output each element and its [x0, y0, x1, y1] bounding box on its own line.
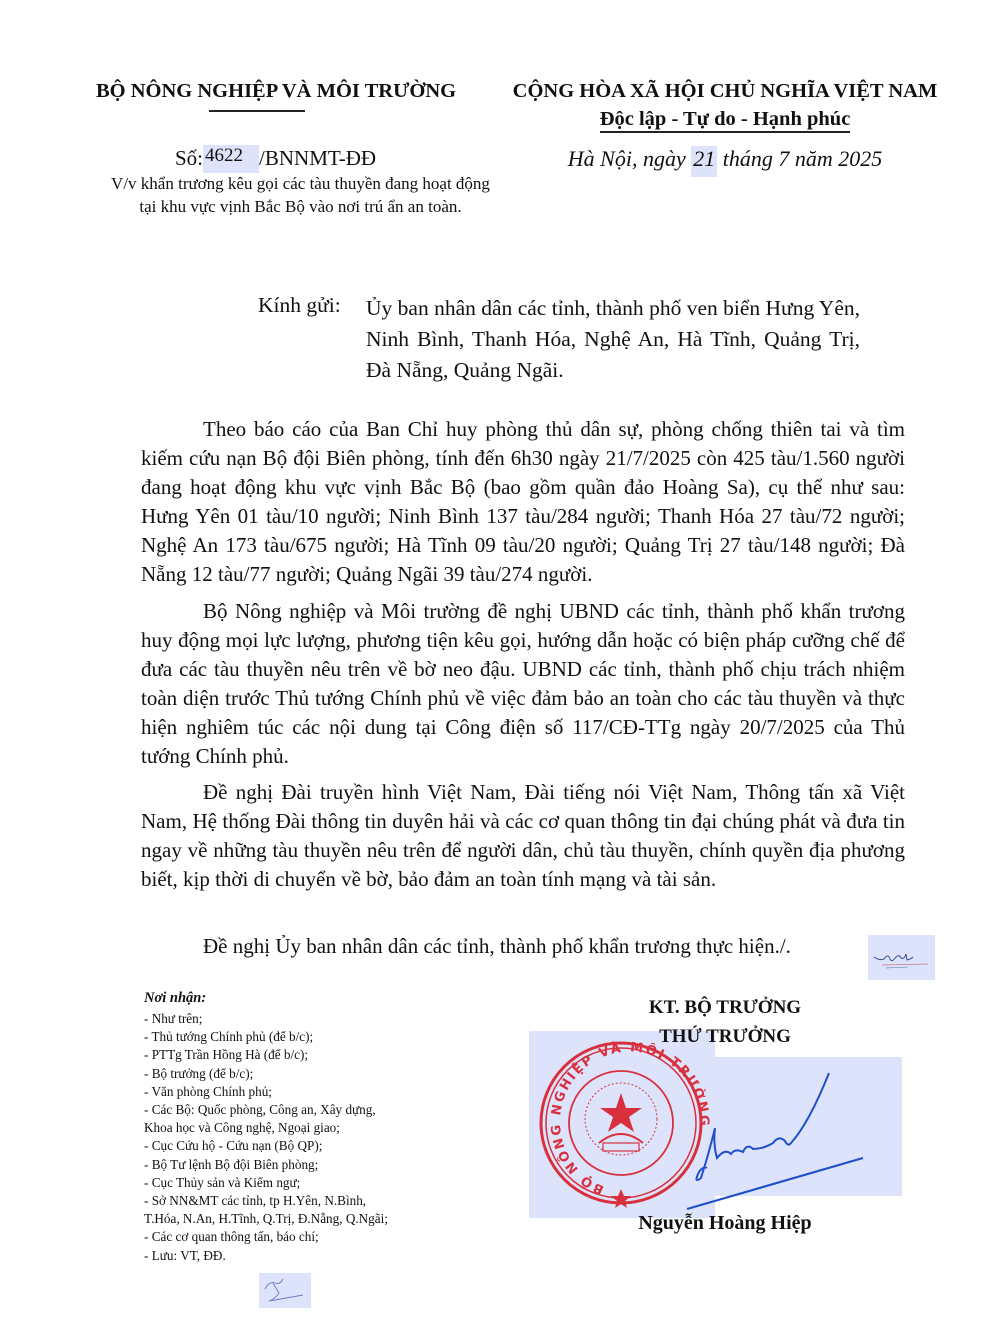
paragraph-text: Đề nghị Ủy ban nhân dân các tỉnh, thành phố khẩn trương thực hiện./. — [203, 934, 791, 958]
list-item: - Lưu: VT, ĐĐ. — [144, 1247, 226, 1263]
recipient-text: Ủy ban nhân dân các tỉnh, thành phố ven biển Hưng Yên, Ninh Bình, Thanh Hóa, Nghệ An, Hà Tĩnh, Quảng Trị, Đà Nẵng, Quảng Ngãi. — [366, 296, 860, 382]
agency-underline — [209, 110, 305, 112]
document-subject: V/v khẩn trương kêu gọi các tàu thuyền đang hoạt động tại khu vực vịnh Bắc Bộ vào nơi trú ẩn an toàn. — [111, 174, 490, 216]
date-suffix: tháng 7 năm 2025 — [722, 146, 883, 171]
list-item: T.Hóa, N.An, H.Tĩnh, Q.Trị, Đ.Nẵng, Q.Ngãi; — [144, 1211, 388, 1227]
list-item: - Văn phòng Chính phủ; — [144, 1083, 272, 1099]
body-paragraph-1 — [141, 415, 905, 589]
initials-icon — [259, 1273, 311, 1308]
paragraph-text: Đề nghị Đài truyền hình Việt Nam, Đài tiếng nói Việt Nam, Thông tấn xã Việt Nam, Hệ thống Đài thông tin duyên hải và các cơ quan thông tin đại chúng phát và đưa tin ngay về những tàu thuyền nêu trên để người dân, chủ tàu thuyền, chính quyền địa phương biết, kịp thời di chuyển về bờ, bảo đảm an toàn tính mạng và tài sản. — [141, 780, 905, 891]
list-item: - Bộ trưởng (để b/c); — [144, 1065, 254, 1081]
signature-title-line-1: KT. BỘ TRƯỞNG — [648, 997, 802, 1018]
list-item: - Bộ Tư lệnh Bộ đội Biên phòng; — [144, 1156, 319, 1172]
initials-icon — [868, 935, 935, 980]
document-date — [505, 146, 945, 172]
recipients-list-title: Nơi nhận: — [144, 990, 207, 1006]
date-prefix: Hà Nội, ngày — [567, 146, 686, 171]
list-item: - Thủ tướng Chính phủ (để b/c); — [144, 1029, 314, 1045]
paragraph-text: Bộ Nông nghiệp và Môi trường đề nghị UBND các tỉnh, thành phố khẩn trương huy động mọi lực lượng, phương tiện kêu gọi, hướng dẫn hoặc có biện pháp cưỡng chế để đưa các tàu thuyền nêu trên về bờ neo đậu. UBND các tỉnh, thành phố chịu trách nhiệm toàn diện trước Thủ tướng Chính phủ về việc đảm bảo an toàn cho các tàu thuyền và thực hiện nghiêm túc các nội dung tại Công điện số 117/CĐ-TTg ngày 20/7/2025 của Thủ tướng Chính phủ. — [141, 599, 905, 768]
svg-text:BỘ NÔNG NGHIỆP VÀ MÔI TRƯỜNG: BỘ NÔNG NGHIỆP VÀ MÔI TRƯỜNG — [548, 1040, 712, 1197]
official-stamp-icon — [529, 1031, 909, 1221]
doc-number-prefix: Số: — [175, 146, 204, 170]
doc-number-suffix: /BNNMT-ĐĐ — [259, 146, 377, 170]
initials-signature — [868, 935, 935, 980]
list-item: - Cục Cứu hộ - Cứu nạn (Bộ QP); — [144, 1138, 323, 1154]
recipients-list — [144, 1010, 484, 1265]
list-item: - Các Bộ: Quốc phòng, Công an, Xây dựng, — [144, 1102, 376, 1118]
agency-name: BỘ NÔNG NGHIỆP VÀ MÔI TRƯỜNG — [96, 80, 457, 102]
signer-name: Nguyễn Hoàng Hiệp — [638, 1212, 812, 1234]
motto-text: Độc lập - Tự do - Hạnh phúc — [600, 108, 851, 133]
national-title: CỘNG HÒA XÃ HỘI CHỦ NGHĨA VIỆT NAM — [512, 80, 938, 102]
date-day: 21 — [691, 146, 717, 177]
signature-title-line-2: THỨ TRƯỞNG — [659, 1026, 791, 1047]
national-motto — [505, 108, 945, 131]
recipient-label: Kính gửi: — [258, 293, 341, 317]
list-item: - Cục Thủy sản và Kiểm ngư; — [144, 1174, 301, 1190]
list-item: - Sở NN&MT các tỉnh, tp H.Yên, N.Bình, — [144, 1193, 367, 1209]
list-item: - Như trên; — [144, 1011, 203, 1026]
paragraph-text: Theo báo cáo của Ban Chỉ huy phòng thủ dân sự, phòng chống thiên tai và tìm kiếm cứu nạn Bộ đội Biên phòng, tính đến 6h30 ngày 21/7/2025 còn 425 tàu/1.560 người đang hoạt động khu vực vịnh Bắc Bộ (bao gồm quần đảo Hoàng Sa), cụ thể như sau: Hưng Yên 01 tàu/10 người; Ninh Bình 137 tàu/284 người; Thanh Hóa 27 tàu/72 người; Nghệ An 173 tàu/675 người; Hà Tĩnh 09 tàu/20 người; Quảng Trị 27 tàu/148 người; Đà Nẵng 12 tàu/77 người; Quảng Ngãi 39 tàu/274 người. — [141, 417, 905, 586]
list-item: - Các cơ quan thông tấn, báo chí; — [144, 1229, 319, 1245]
body-paragraph-2 — [141, 597, 905, 771]
doc-number-value: 4622 — [203, 145, 259, 173]
initials-signature-2 — [259, 1273, 311, 1308]
body-paragraph-3 — [141, 778, 905, 894]
list-item: Khoa học và Công nghệ, Ngoại giao; — [144, 1120, 340, 1136]
body-paragraph-4 — [141, 932, 905, 961]
list-item: - PTTg Trần Hồng Hà (để b/c); — [144, 1047, 309, 1063]
